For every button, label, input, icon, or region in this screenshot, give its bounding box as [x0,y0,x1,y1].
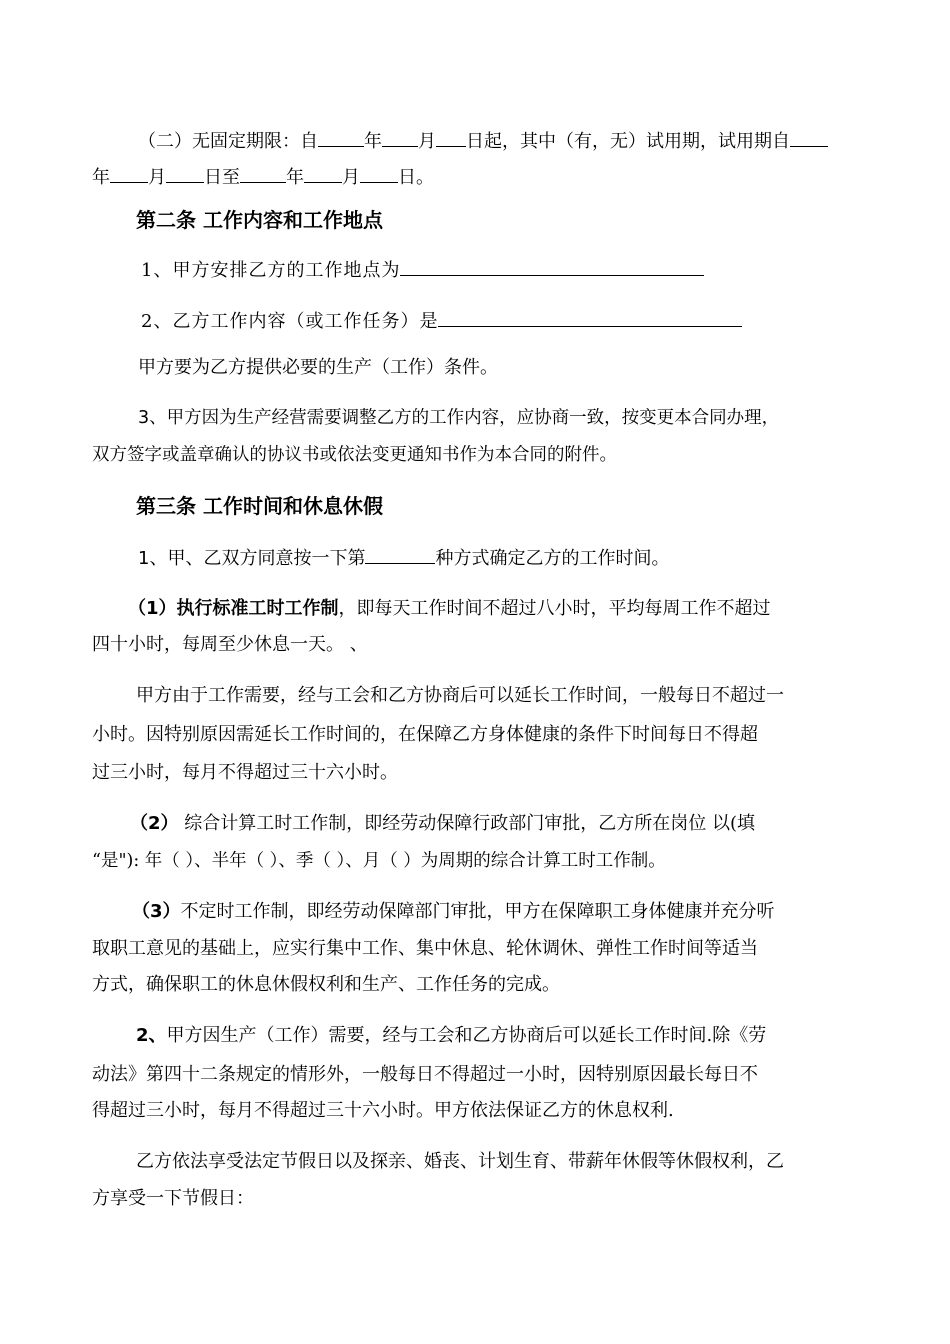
fixed-term-line-2 [92,164,434,190]
text: 年 [364,131,382,152]
article-2-item-3-line-1: 3、甲方因为生产经营需要调整乙方的工作内容，应协商一致，按变更本合同办理， [138,408,780,428]
article-2-title: 第二条 工作内容和工作地点 [136,208,383,232]
blank-year[interactable] [318,128,364,147]
blank-method-number[interactable] [365,545,435,564]
article-2-item-3-line-2: 双方签字或盖章确认的协议书或依法变更通知书作为本合同的附件。 [92,445,617,465]
article-2-item-2 [141,308,742,334]
text: 甲方因生产（工作）需要，经与工会和乙方协商后可以延长工作时间.除《劳 [166,1025,767,1046]
text: 年 [92,167,110,188]
text: （二）无固定期限：自 [138,131,318,152]
article-3-title: 第三条 工作时间和休息休假 [136,494,383,518]
text: 种方式确定乙方的工作时间。 [435,548,670,569]
standard-hours-line-1 [128,597,771,621]
text: 2、 [136,1025,167,1046]
flexible-hours-line-1 [132,900,775,924]
text: （2） [130,813,179,834]
text: 月 [148,167,166,188]
text: 综合计算工时工作制，即经劳动保障行政部门审批，乙方所在岗位 以(填 [178,813,755,834]
holiday-para-line-1: 乙方依法享受法定节假日以及探亲、婚丧、计划生育、带薪年休假等休假权利，乙 [136,1151,784,1172]
flexible-hours-line-2: 取职工意见的基础上，应实行集中工作、集中休息、轮休调休、弹性工作时间等适当 [92,938,758,959]
text: 2、乙方工作内容（或工作任务）是 [141,311,439,332]
text: 日。 [398,167,434,188]
fixed-term-line-1 [138,128,828,154]
text: 月 [342,167,360,188]
text: 不定时工作制，即经劳动保障部门审批，甲方在保障职工身体健康并充分听 [180,901,775,922]
text: （1）执行标准工时工作制 [128,598,339,619]
blank-trial-year[interactable] [790,128,828,147]
comprehensive-hours-line-1 [130,812,755,836]
holiday-para-line-2: 方享受一下节假日： [92,1188,254,1209]
blank-end-month[interactable] [304,164,342,183]
article-3-item-2-line-1 [136,1024,766,1048]
blank-trial-day[interactable] [166,164,204,183]
text: 1、甲方安排乙方的工作地点为 [141,260,401,281]
text: 年 [286,167,304,188]
blank-work-location[interactable] [400,257,704,276]
blank-end-year[interactable] [240,164,286,183]
standard-hours-line-2: 四十小时，每周至少休息一天。 、 [92,634,368,655]
overtime-para-line-2: 小时。因特别原因需延长工作时间的，在保障乙方身体健康的条件下时间每日不得超 [92,724,758,745]
article-3-item-2-line-3: 得超过三小时，每月不得超过三十六小时。甲方依法保证乙方的休息权利. [92,1100,674,1121]
text: ，即每天工作时间不超过八小时，平均每周工作不超过 [338,598,771,619]
overtime-para-line-1: 甲方由于工作需要，经与工会和乙方协商后可以延长工作时间，一般每日不超过一 [136,685,784,706]
blank-end-day[interactable] [360,164,398,183]
article-3-item-2-line-2: 动法》第四十二条规定的情形外，一般每日不得超过一小时，因特别原因最长每日不 [92,1064,758,1085]
overtime-para-line-3: 过三小时，每月不得超过三十六小时。 [92,762,398,783]
text: 1、甲、乙双方同意按一下第 [138,548,366,569]
text: 月 [418,131,436,152]
text: （3） [132,901,181,922]
flexible-hours-line-3: 方式，确保职工的休息休假权利和生产、工作任务的完成。 [92,974,560,995]
blank-day[interactable] [436,128,466,147]
article-2-note: 甲方要为乙方提供必要的生产（工作）条件。 [138,357,498,378]
text: 日至 [204,167,240,188]
blank-trial-month[interactable] [110,164,148,183]
text: 日起，其中（有，无）试用期，试用期自 [466,131,790,152]
article-2-item-1 [141,257,704,283]
blank-month[interactable] [382,128,418,147]
comprehensive-hours-line-2: “是"): 年（ ）、半年（ ）、季（ ）、月（ ）为周期的综合计算工时工作制。 [92,851,666,871]
article-3-item-1 [138,545,669,571]
blank-work-content[interactable] [438,308,742,327]
